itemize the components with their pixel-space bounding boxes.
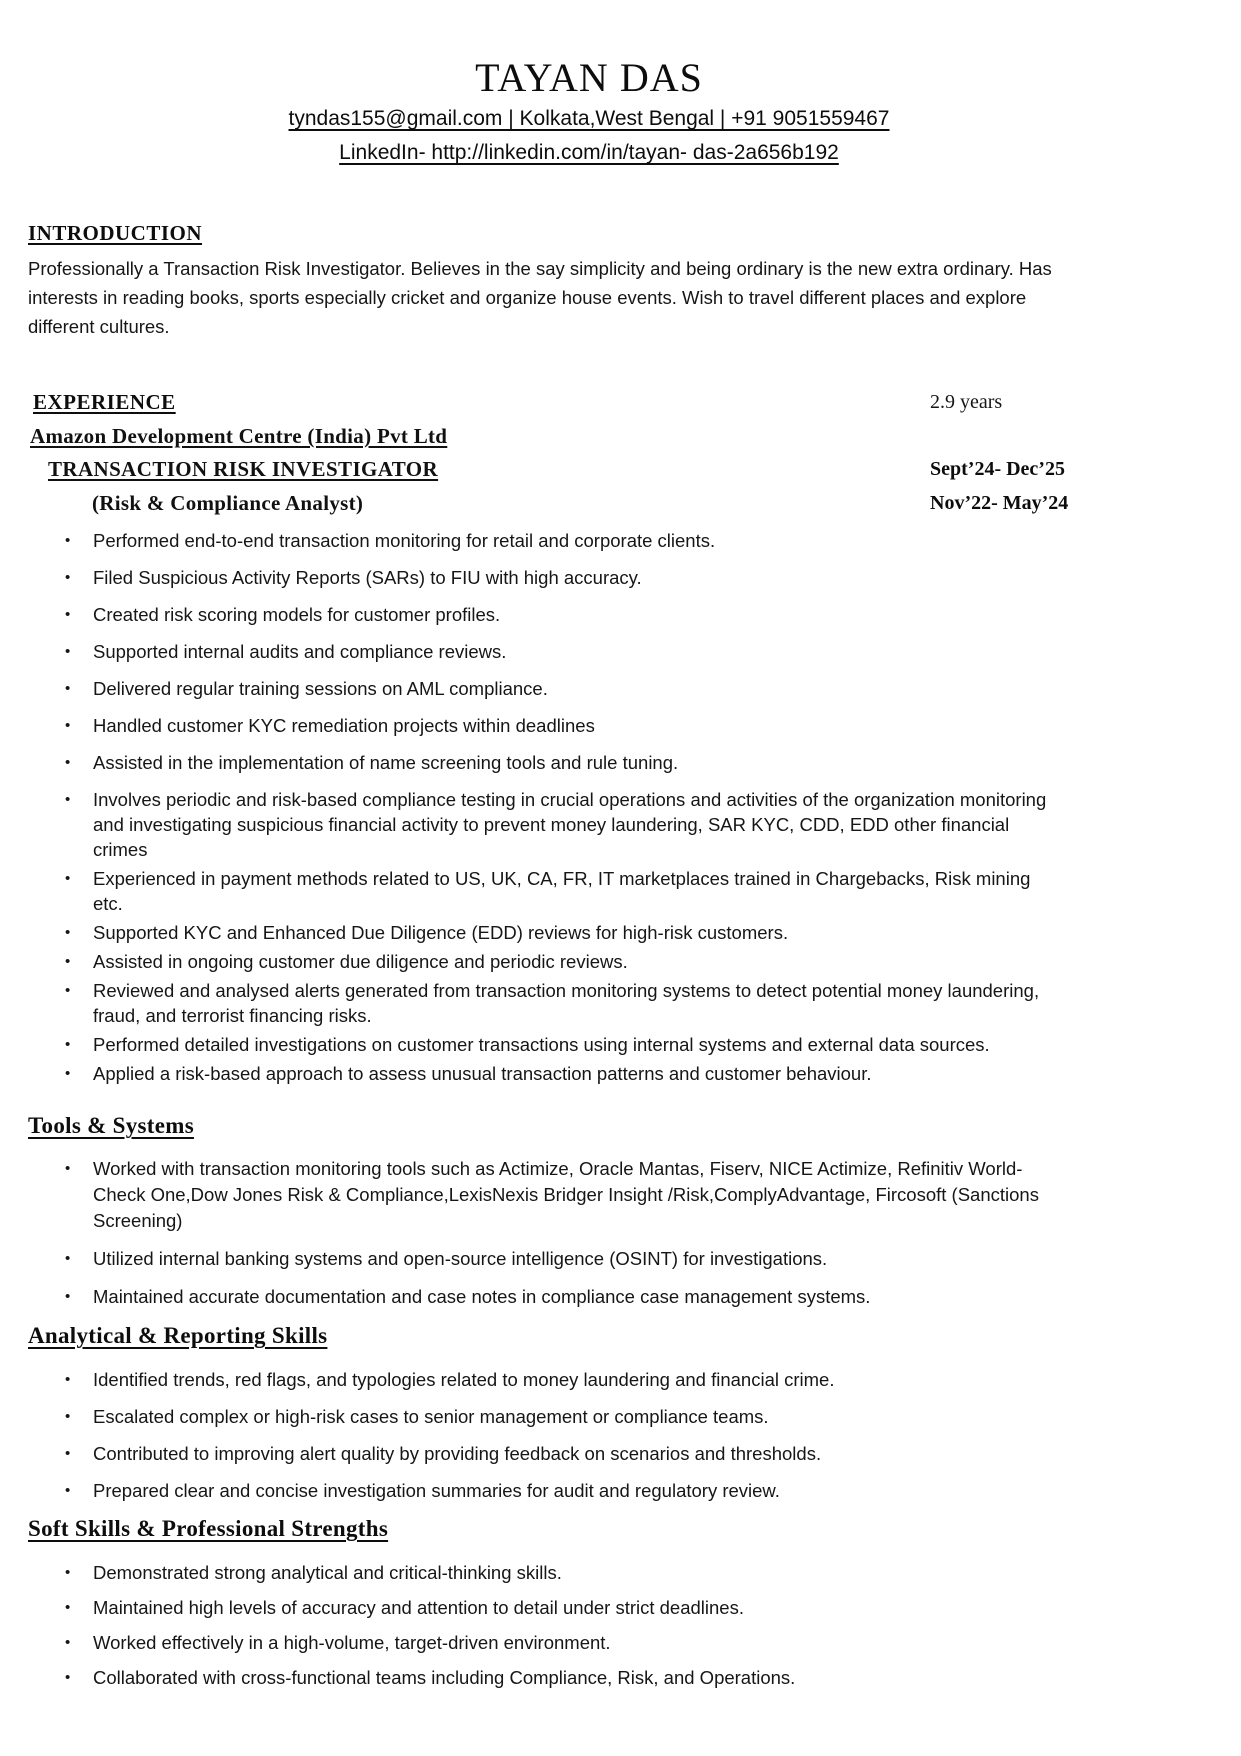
list-item: • Utilized internal banking systems and open-source intelligence (OSINT) for investigations.: [63, 1246, 1065, 1272]
list-item: • Filed Suspicious Activity Reports (SARs) to FIU with high accuracy.: [63, 565, 1065, 590]
role-dates: Sept’24- Dec’25: [930, 458, 1065, 480]
list-item: • Delivered regular training sessions on AML compliance.: [63, 676, 1065, 701]
soft-skills-section: [28, 1515, 1241, 1691]
list-item: • Experienced in payment methods related to US, UK, CA, FR, IT marketplaces trained in Chargebacks, Risk mining etc.: [63, 866, 1065, 916]
tools-systems-section: [28, 1112, 1241, 1310]
page-title: TAYAN DAS: [475, 55, 703, 100]
subrole-title: (Risk & Compliance Analyst): [92, 491, 364, 515]
list-item: • Identified trends, red flags, and typologies related to money laundering and financial crime.: [63, 1367, 1065, 1393]
analytical-skills-heading: Analytical & Reporting Skills: [28, 1323, 328, 1348]
role-row: [28, 456, 1241, 490]
list-item: • Applied a risk-based approach to assess unusual transaction patterns and customer behaviour.: [63, 1061, 1065, 1086]
introduction-section: [28, 220, 1241, 341]
experience-heading-row: [28, 389, 1241, 415]
list-item: • Maintained high levels of accuracy and attention to detail under strict deadlines.: [63, 1595, 1065, 1621]
contact-line[interactable]: tyndas155@gmail.com | Kolkata,West Bengal | +91 9051559467: [288, 107, 890, 130]
subrole-row: [28, 490, 1241, 528]
subrole-dates: Nov’22- May’24: [930, 492, 1069, 514]
list-item: • Handled customer KYC remediation projects within deadlines: [63, 713, 1065, 738]
introduction-text: Professionally a Transaction Risk Investigator. Believes in the say simplicity and being ordinary is the new extra ordinary. Has interests in reading books, sports especially cricket and organize house events. Wish to travel different places and explore different cultures.: [28, 258, 1052, 337]
list-item: • Performed detailed investigations on customer transactions using internal systems and external data sources.: [63, 1032, 1065, 1057]
experience-heading: EXPERIENCE: [33, 390, 176, 414]
list-item: • Maintained accurate documentation and case notes in compliance case management systems.: [63, 1284, 1065, 1310]
list-item: • Supported KYC and Enhanced Due Diligence (EDD) reviews for high-risk customers.: [63, 920, 1065, 945]
list-item: • Performed end-to-end transaction monitoring for retail and corporate clients.: [63, 528, 1065, 553]
list-item: • Assisted in the implementation of name screening tools and rule tuning.: [63, 750, 1065, 775]
list-item: • Demonstrated strong analytical and critical-thinking skills.: [63, 1560, 1065, 1586]
list-item: • Escalated complex or high-risk cases to senior management or compliance teams.: [63, 1404, 1065, 1430]
list-item: • Contributed to improving alert quality by providing feedback on scenarios and thresholds.: [63, 1441, 1065, 1467]
list-item: • Created risk scoring models for customer profiles.: [63, 602, 1065, 627]
experience-bullets-primary: [28, 528, 1241, 775]
soft-skills-bullets: [28, 1560, 1241, 1691]
linkedin-link[interactable]: LinkedIn- http://linkedin.com/in/tayan- das-2a656b192: [339, 141, 839, 164]
list-item: • Prepared clear and concise investigation summaries for audit and regulatory review.: [63, 1478, 1065, 1504]
resume-header: [28, 56, 1150, 166]
list-item: • Supported internal audits and compliance reviews.: [63, 639, 1065, 664]
company-name: Amazon Development Centre (India) Pvt Ltd: [30, 424, 448, 448]
list-item: • Involves periodic and risk-based compliance testing in crucial operations and activities of the organization monitoring and investigating suspicious financial activity to prevent money laundering, SAR KYC, CDD, EDD other financial crimes: [63, 787, 1065, 862]
experience-duration: 2.9 years: [930, 391, 1003, 413]
tools-systems-bullets: [28, 1156, 1241, 1310]
list-item: • Worked effectively in a high-volume, target-driven environment.: [63, 1630, 1065, 1656]
soft-skills-heading: Soft Skills & Professional Strengths: [28, 1516, 389, 1541]
role-title: TRANSACTION RISK INVESTIGATOR: [48, 457, 439, 481]
analytical-skills-bullets: [28, 1367, 1241, 1504]
company-row: [28, 423, 1241, 456]
list-item: • Worked with transaction monitoring tools such as Actimize, Oracle Mantas, Fiserv, NICE Actimize, Refinitiv World-Check One,Dow Jones Risk & Compliance,LexisNexis Bridger Insight /Risk,ComplyAdvantage, Fircosoft (Sanctions Screening): [63, 1156, 1065, 1234]
list-item: • Collaborated with cross-functional teams including Compliance, Risk, and Operations.: [63, 1665, 1065, 1691]
experience-bullets-secondary: [28, 787, 1241, 1086]
experience-section: [28, 389, 1241, 1086]
list-item: • Reviewed and analysed alerts generated from transaction monitoring systems to detect potential money laundering, fraud, and terrorist financing risks.: [63, 978, 1065, 1028]
analytical-skills-section: [28, 1322, 1241, 1504]
tools-systems-heading: Tools & Systems: [28, 1113, 194, 1138]
list-item: • Assisted in ongoing customer due diligence and periodic reviews.: [63, 949, 1065, 974]
introduction-heading: INTRODUCTION: [28, 221, 203, 245]
